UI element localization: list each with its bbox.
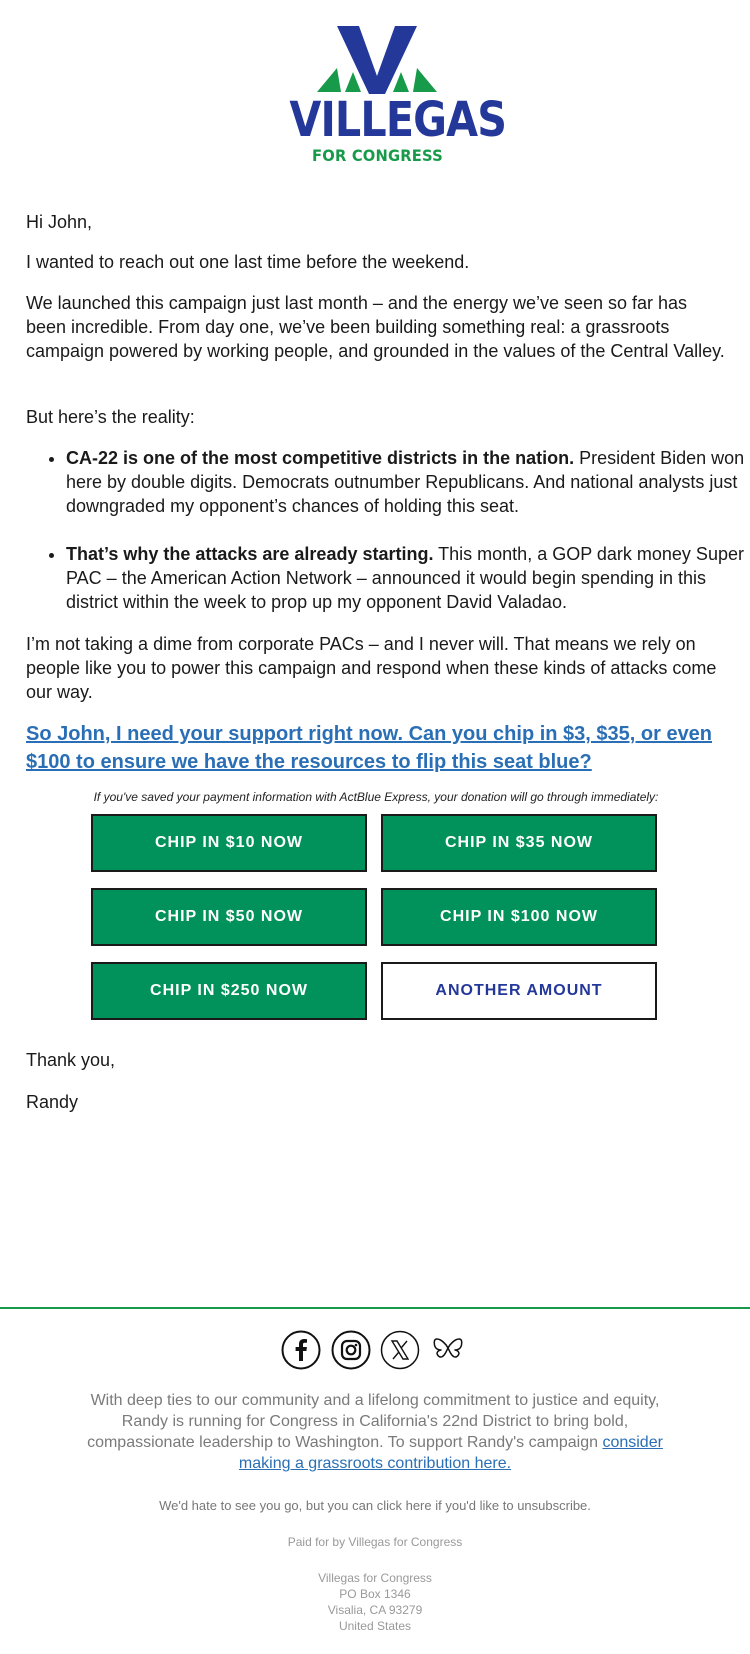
signature: Randy <box>26 1092 79 1112</box>
mailing-address <box>0 1570 750 1634</box>
signoff: Thank you, <box>26 1050 116 1070</box>
bullet-bold: That’s why the attacks are already starting. <box>66 544 434 564</box>
chip-in-50-button[interactable]: CHIP IN $50 NOW <box>91 888 367 946</box>
donate-ask-link[interactable]: So John, I need your support right now. Can you chip in $3, $35, or even $100 to ensure we have the resources to flip this seat blue? <box>26 723 713 773</box>
paragraph-intro: I wanted to reach out one last time before the weekend. <box>26 252 470 272</box>
chip-in-250-button[interactable]: CHIP IN $250 NOW <box>91 962 367 1020</box>
footer-divider <box>0 1307 750 1309</box>
bullet-text: This month, a GOP dark money Super PAC – the American Action Network – announced it would begin spending in this district within the week to prop up my opponent David Valadao. <box>66 544 744 612</box>
another-amount-button[interactable]: ANOTHER AMOUNT <box>381 962 657 1020</box>
list-item <box>66 446 746 518</box>
logo-wordmark: VILLEGAS <box>289 92 507 148</box>
instagram-icon[interactable] <box>331 1330 371 1370</box>
footer-blurb <box>75 1390 675 1474</box>
paid-for-disclaimer: Paid for by Villegas for Congress <box>287 1535 463 1549</box>
paragraph-pacs: I’m not taking a dime from corporate PACs – and I never will. That means we rely on people like you to power this campaign and respond when these kinds of attacks come our way. <box>26 634 717 702</box>
bullet-bold: CA-22 is one of the most competitive districts in the nation. <box>66 448 575 468</box>
actblue-express-note: If you've saved your payment information with ActBlue Express, your donation will go through immediately: <box>93 790 659 804</box>
greeting: Hi John, <box>26 212 93 232</box>
x-icon[interactable] <box>380 1330 420 1370</box>
address-line: United States <box>338 1619 412 1633</box>
bullet-list <box>26 446 746 614</box>
footer-blurb-text: With deep ties to our community and a lifelong commitment to justice and equity, Randy is running for Congress in California's 22nd District to bring bold, compassionate leadership to Washington. To support Randy's campaign <box>87 1392 660 1451</box>
chip-in-100-button[interactable]: CHIP IN $100 NOW <box>381 888 657 946</box>
campaign-logo <box>275 24 507 169</box>
logo-mark-icon <box>275 24 480 94</box>
paragraph-reality: But here’s the reality: <box>26 407 195 427</box>
bluesky-icon[interactable] <box>428 1330 468 1370</box>
address-line: Villegas for Congress <box>318 1571 432 1585</box>
paragraph-launch: We launched this campaign just last month – and the energy we’ve seen so far has been incredible. From day one, we’ve been building something real: a grassroots campaign powered by working people, and grounded in the values of the Central Valley. <box>26 293 725 361</box>
address-line: Visalia, CA 93279 <box>327 1603 423 1617</box>
logo-subtitle: FOR CONGRESS <box>312 146 443 165</box>
facebook-icon[interactable] <box>281 1330 321 1370</box>
bullet-text: President Biden won here by double digits. Democrats outnumber Republicans. And national analysts just downgraded my opponent’s chances of holding this seat. <box>66 448 745 516</box>
unsubscribe-link[interactable]: We'd hate to see you go, but you can click here if you'd like to unsubscribe. <box>159 1498 591 1513</box>
contribution-link[interactable]: consider making a grassroots contribution here. <box>238 1434 663 1472</box>
chip-in-10-button[interactable]: CHIP IN $10 NOW <box>91 814 367 872</box>
chip-in-35-button[interactable]: CHIP IN $35 NOW <box>381 814 657 872</box>
address-line: PO Box 1346 <box>339 1587 411 1601</box>
list-item <box>66 542 746 614</box>
